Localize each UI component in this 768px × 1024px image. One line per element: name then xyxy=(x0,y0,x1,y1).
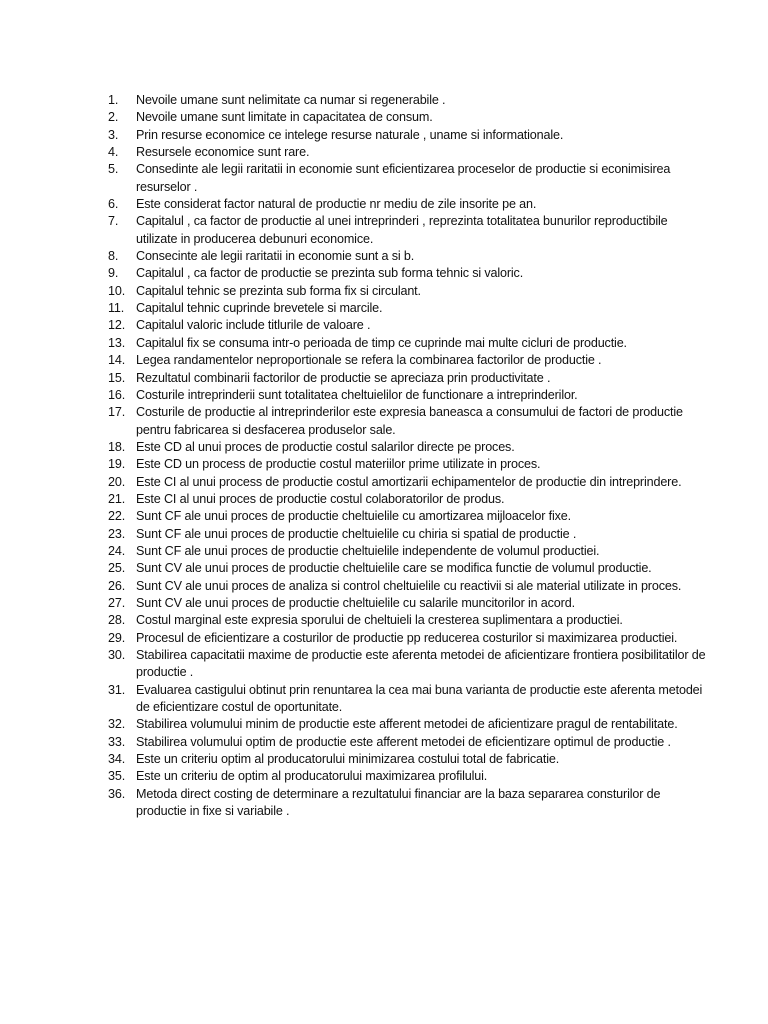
list-item-number: 11. xyxy=(108,301,125,316)
list-item-number: 1. xyxy=(108,93,119,107)
list-item-text: Este CD un process de productie costul materiilor prime utilizate in proces. xyxy=(136,457,541,472)
list-item-text: Rezultatul combinarii factorilor de productie se apreciaza prin productivitate . xyxy=(136,370,551,385)
list-item-number: 31. xyxy=(108,682,126,697)
list-item-number: 18. xyxy=(108,439,126,454)
list-item-number: 30. xyxy=(108,648,126,662)
list-item-text: Legea randamentelor neproportionale se refera la combinarea factorilor de productie . xyxy=(136,353,602,368)
list-item xyxy=(108,352,708,369)
list-item-text: Nevoile umane sunt nelimitate ca numar si regenerabile . xyxy=(136,93,446,107)
list-item xyxy=(108,612,708,629)
list-item-text: Capitalul , ca factor de productie al unei intreprinderi , reprezinta totalitatea bunurilor reproductibile utilizate in producerea debunuri economice. xyxy=(136,214,668,246)
list-item-number: 17. xyxy=(108,405,126,420)
list-item-text: Este un criteriu optim al producatorului minimizarea costului total de fabricatie. xyxy=(136,752,560,767)
list-item-text: Consecinte ale legii raritatii in economie sunt a si b. xyxy=(136,249,415,264)
list-item-text: Metoda direct costing de determinare a rezultatului financiar are la baza separarea consturilor de productie in fixe si variabile . xyxy=(136,786,661,819)
list-item-text: Capitalul tehnic cuprinde brevetele si marcile. xyxy=(136,301,383,316)
list-item-number: 2. xyxy=(108,110,119,125)
list-item-number: 23. xyxy=(108,526,126,541)
list-item-number: 3. xyxy=(108,127,119,142)
list-item xyxy=(108,92,708,109)
list-item-number: 13. xyxy=(108,335,126,350)
list-item xyxy=(108,786,708,821)
list-item xyxy=(108,161,708,196)
list-item xyxy=(108,370,708,387)
list-item-number: 22. xyxy=(108,509,126,524)
list-item-text: Capitalul , ca factor de productie se prezinta sub forma tehnic si valoric. xyxy=(136,266,524,281)
list-item-number: 34. xyxy=(108,752,126,767)
list-item xyxy=(108,560,708,577)
list-item-text: Sunt CF ale unui proces de productie cheltuielile cu chiria si spatial de productie . xyxy=(136,526,577,541)
list-item-number: 25. xyxy=(108,561,126,576)
list-item xyxy=(108,647,708,682)
list-item-number: 6. xyxy=(108,197,119,212)
list-item-text: Nevoile umane sunt limitate in capacitatea de consum. xyxy=(136,110,433,125)
list-item-text: Prin resurse economice ce intelege resurse naturale , uname si informationale. xyxy=(136,127,564,142)
list-item xyxy=(108,734,708,751)
list-item-text: Consedinte ale legii raritatii in economie sunt eficientizarea proceselor de productie si econimisirea resurselor . xyxy=(136,162,671,194)
list-item-text: Sunt CV ale unui proces de analiza si control cheltuielile cu reactivii si ale material utilizate in proces. xyxy=(136,578,682,593)
list-item xyxy=(108,526,708,543)
list-item-text: Capitalul tehnic se prezinta sub forma fix si circulant. xyxy=(136,283,421,298)
list-item-text: Resursele economice sunt rare. xyxy=(136,145,310,160)
list-item xyxy=(108,300,708,317)
list-item xyxy=(108,682,708,717)
list-item-text: Este considerat factor natural de productie nr mediu de zile insorite pe an. xyxy=(136,197,537,212)
list-item-text: Stabilirea volumului optim de productie este afferent metodei de eficientizare optimul de productie . xyxy=(136,734,671,749)
list-item-number: 24. xyxy=(108,543,126,558)
list-item-number: 15. xyxy=(108,370,126,385)
list-item-number: 12. xyxy=(108,318,126,333)
list-item-text: Sunt CV ale unui proces de productie cheltuielile cu salarile muncitorilor in acord. xyxy=(136,595,575,610)
list-item-text: Stabilirea capacitatii maxime de productie este aferenta metodei de aficientizare frontiera posibilitatilor de productie . xyxy=(136,648,706,680)
list-item-text: Capitalul fix se consuma intr-o perioada de timp ce cuprinde mai multe cicluri de productie. xyxy=(136,335,627,350)
list-item-number: 33. xyxy=(108,734,126,749)
list-item-number: 36. xyxy=(108,786,126,801)
list-item xyxy=(108,317,708,334)
list-item xyxy=(108,127,708,144)
list-item xyxy=(108,543,708,560)
list-item-text: Sunt CF ale unui proces de productie cheltuielile independente de volumul productiei. xyxy=(136,543,600,558)
list-item-text: Sunt CV ale unui proces de productie cheltuielile care se modifica functie de volumul productie. xyxy=(136,561,652,576)
list-item-number: 29. xyxy=(108,630,126,645)
list-item xyxy=(108,439,708,456)
list-item-text: Este un criteriu de optim al producatorului maximizarea profilului. xyxy=(136,769,488,784)
list-item-number: 35. xyxy=(108,769,126,784)
list-item xyxy=(108,474,708,491)
list-item xyxy=(108,335,708,352)
list-item-text: Evaluarea castigului obtinut prin renuntarea la cea mai buna varianta de productie este aferenta metodei de eficientizare costul de oportunitate. xyxy=(136,682,703,715)
list-item xyxy=(108,630,708,647)
list-item-number: 9. xyxy=(108,266,119,281)
list-item xyxy=(108,508,708,525)
list-item xyxy=(108,283,708,300)
list-item xyxy=(108,265,708,282)
numbered-list xyxy=(108,92,708,820)
list-item xyxy=(108,595,708,612)
list-item xyxy=(108,491,708,508)
list-item-number: 20. xyxy=(108,474,126,489)
list-item xyxy=(108,109,708,126)
list-item-text: Procesul de eficientizare a costurilor de productie pp reducerea costurilor si maximizarea productiei. xyxy=(136,630,678,645)
list-item-number: 8. xyxy=(108,249,119,264)
list-item-text: Este CD al unui proces de productie costul salarilor directe pe proces. xyxy=(136,439,515,454)
list-item-number: 21. xyxy=(108,491,126,506)
list-item-text: Costurile de productie al intreprinderilor este expresia baneasca a consumului de factori de productie pentru fabricarea si desfacerea produselor sale. xyxy=(136,405,683,437)
list-item-number: 26. xyxy=(108,578,126,593)
list-item-number: 27. xyxy=(108,595,126,610)
list-item xyxy=(108,456,708,473)
list-item-number: 10. xyxy=(108,283,126,298)
list-item-number: 19. xyxy=(108,457,126,472)
list-item xyxy=(108,213,708,248)
list-item xyxy=(108,578,708,595)
list-item-number: 32. xyxy=(108,717,126,732)
list-item-text: Este CI al unui proces de productie costul colaboratorilor de produs. xyxy=(136,491,505,506)
list-item xyxy=(108,196,708,213)
list-item-text: Costul marginal este expresia sporului de cheltuieli la cresterea suplimentara a productiei. xyxy=(136,613,623,628)
list-item xyxy=(108,751,708,768)
list-item-number: 14. xyxy=(108,353,126,368)
list-item-number: 16. xyxy=(108,387,126,402)
list-item xyxy=(108,248,708,265)
list-item-number: 28. xyxy=(108,613,126,628)
list-item-text: Sunt CF ale unui proces de productie cheltuielile cu amortizarea mijloacelor fixe. xyxy=(136,509,571,524)
list-item-text: Capitalul valoric include titlurile de valoare . xyxy=(136,318,371,333)
list-item-number: 5. xyxy=(108,162,119,177)
list-item xyxy=(108,716,708,733)
list-item xyxy=(108,404,708,439)
list-item-text: Costurile intreprinderii sunt totalitatea cheltuielilor de functionare a intreprinderilor. xyxy=(136,387,578,402)
list-item-number: 4. xyxy=(108,145,119,160)
list-item xyxy=(108,387,708,404)
list-item xyxy=(108,768,708,785)
list-item xyxy=(108,144,708,161)
list-item-text: Este CI al unui process de productie costul amortizarii echipamentelor de productie din intreprindere. xyxy=(136,474,682,489)
list-item-number: 7. xyxy=(108,214,119,229)
list-item-text: Stabilirea volumului minim de productie este afferent metodei de aficientizare pragul de rentabilitate. xyxy=(136,717,678,732)
